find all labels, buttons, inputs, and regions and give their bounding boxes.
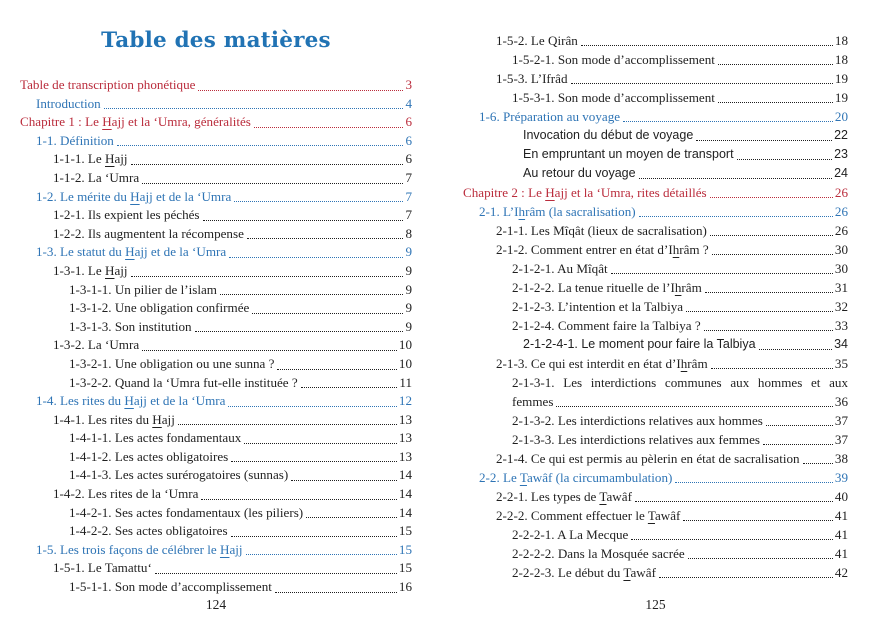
- toc-entry-page: 37: [834, 432, 848, 447]
- toc-entry-page: 4: [405, 95, 412, 111]
- toc-entry-label: 1-3. Le statut du Hajj et de la ‘Umra: [36, 244, 227, 260]
- dot-leader: [291, 480, 397, 481]
- toc-entry-label: 2-1-3. Ce qui est interdit en état d’Ihrâm: [496, 356, 708, 371]
- dot-leader: [639, 216, 833, 217]
- toc-entry: [463, 544, 848, 563]
- toc-entry-label: 2-2. Le Tawâf (la circumambulation): [479, 470, 673, 485]
- dot-leader: [229, 257, 403, 258]
- toc-entry-label: 1-4. Les rites du Hajj et de la ‘Umra: [36, 393, 226, 409]
- dot-leader: [231, 461, 397, 462]
- toc-entry-label: Introduction: [36, 95, 101, 111]
- toc-entry: [20, 169, 412, 188]
- toc-entry: [20, 150, 412, 169]
- toc-entry-label: 1-5-3. L’Ifrâd: [496, 71, 568, 86]
- dot-leader: [301, 387, 398, 388]
- dot-leader: [228, 406, 396, 407]
- transliteration-underline: H: [152, 411, 162, 427]
- toc-entry-page: 39: [834, 470, 848, 485]
- toc-entry-label: 1-4-2-1. Ses actes fondamentaux (les piliers): [69, 504, 304, 520]
- toc-entry-page: 10: [398, 355, 412, 371]
- toc-entry-page: 41: [834, 508, 848, 523]
- page-number-right: 125: [645, 597, 666, 612]
- transliteration-underline: T: [647, 508, 655, 523]
- toc-entry-page: 14: [398, 467, 412, 483]
- toc-entry: [20, 262, 412, 281]
- toc-entry-page: 14: [398, 486, 412, 502]
- toc-entry-page: 15: [398, 560, 412, 576]
- dot-leader: [247, 238, 404, 239]
- toc-entry-page: 36: [834, 394, 848, 409]
- toc-entry: [20, 206, 412, 225]
- toc-entry-label: 1-3-2-2. Quand la ‘Umra fut-elle instituée ?: [69, 374, 298, 390]
- toc-entry: [20, 541, 412, 560]
- dot-leader: [231, 536, 397, 537]
- toc-entry: [20, 466, 412, 485]
- toc-entry-page: 23: [834, 147, 848, 161]
- dot-leader: [178, 424, 397, 425]
- toc-entry: [463, 506, 848, 525]
- toc-entry: [463, 50, 848, 69]
- toc-entry-label: femmes: [512, 394, 554, 409]
- toc-entry-page: 19: [834, 71, 848, 86]
- toc-entry-page: 19: [834, 90, 848, 105]
- dot-leader: [201, 499, 396, 500]
- toc-entry-page: 20: [834, 109, 848, 124]
- toc-entry: [20, 392, 412, 411]
- toc-entry-page: 6: [405, 132, 412, 148]
- toc-entry-label: 1-3-1. Le Hajj: [53, 262, 128, 278]
- toc-entry-page: 24: [834, 166, 848, 180]
- toc-entry: [463, 354, 848, 373]
- toc-entry-page: 12: [398, 393, 412, 409]
- dot-leader: [131, 164, 404, 165]
- dot-leader: [710, 235, 833, 236]
- toc-entry-label: 1-3-2-1. Une obligation ou une sunna ?: [69, 355, 275, 371]
- toc-entry: [20, 318, 412, 337]
- toc-entry: [463, 278, 848, 297]
- toc-entry: [20, 448, 412, 467]
- toc-entry-page: 40: [834, 489, 848, 504]
- toc-entry: [463, 69, 848, 88]
- toc-entry: [463, 563, 848, 582]
- toc-entry: [20, 243, 412, 262]
- dot-leader: [659, 577, 833, 578]
- dot-leader: [246, 554, 397, 555]
- toc-entry: [20, 429, 412, 448]
- toc-entry-label: 2-1-3-1. Les interdictions communes aux hommes et aux: [512, 375, 848, 390]
- dot-leader: [711, 368, 833, 369]
- transliteration-underline: H: [130, 188, 140, 204]
- toc-entry-page: 34: [834, 337, 848, 351]
- toc-entry-page: 41: [834, 527, 848, 542]
- toc-entry: [463, 164, 848, 183]
- transliteration-underline: h: [672, 242, 680, 257]
- transliteration-underline: H: [102, 114, 112, 130]
- toc-entry: [463, 107, 848, 126]
- toc-entry-label: 1-3-2. La ‘Umra: [53, 337, 140, 353]
- toc-entry: [463, 259, 848, 278]
- dot-leader: [306, 517, 397, 518]
- toc-entry-label: 1-5. Les trois façons de célébrer le Hajj: [36, 541, 243, 557]
- toc-entry: [463, 31, 848, 50]
- toc-entries-right: [463, 31, 848, 582]
- dot-leader: [220, 294, 403, 295]
- transliteration-underline: T: [623, 565, 631, 580]
- dot-leader: [705, 292, 833, 293]
- toc-entry-page: 33: [834, 318, 848, 333]
- dot-leader: [234, 201, 403, 202]
- transliteration-underline: h: [674, 280, 682, 295]
- toc-entry-page: 9: [405, 281, 412, 297]
- page-right: [435, 0, 870, 630]
- transliteration-underline: H: [219, 541, 230, 557]
- dot-leader: [623, 121, 833, 122]
- dot-leader: [195, 331, 404, 332]
- toc-entry-label: 2-2-2-2. Dans la Mosquée sacrée: [512, 546, 685, 561]
- toc-entry: [20, 522, 412, 541]
- toc-entry-label: 1-2-2. Ils augmentent la récompense: [53, 225, 244, 241]
- toc-entry-page: 30: [834, 242, 848, 257]
- toc-entry-page: 13: [398, 430, 412, 446]
- dot-leader: [556, 406, 832, 407]
- toc-entry-label: 1-3-1-2. Une obligation confirmée: [69, 300, 250, 316]
- toc-entry-label: 1-3-1-3. Son institution: [69, 318, 192, 334]
- toc-entry-page: 6: [405, 114, 412, 130]
- toc-entry-label: 1-5-3-1. Son mode d’accomplissement: [512, 90, 715, 105]
- toc-entry: [20, 485, 412, 504]
- toc-entry: [20, 95, 412, 114]
- toc-entry-label: 2-1-4. Ce qui est permis au pèlerin en état de sacralisation: [496, 451, 800, 466]
- dot-leader: [244, 443, 397, 444]
- toc-entry-label: 2-2-1. Les types de Tawâf: [496, 489, 632, 504]
- dot-leader: [766, 425, 833, 426]
- dot-leader: [104, 108, 404, 109]
- transliteration-underline: h: [680, 356, 688, 371]
- dot-leader: [275, 592, 397, 593]
- dot-leader: [683, 520, 832, 521]
- toc-entry-label: 1-4-2-2. Ses actes obligatoires: [69, 523, 228, 539]
- toc-entry: [463, 468, 848, 487]
- toc-entry: [463, 145, 848, 164]
- toc-entry-page: 7: [405, 188, 412, 204]
- toc-entry: [463, 525, 848, 544]
- toc-entry-page: 26: [834, 185, 848, 200]
- toc-entry-page: 30: [834, 261, 848, 276]
- toc-entry-label: 2-1-2. Comment entrer en état d’Ihrâm ?: [496, 242, 709, 257]
- toc-entry-page: 3: [405, 77, 412, 92]
- dot-leader: [718, 102, 833, 103]
- toc-entry-page: 22: [834, 128, 848, 142]
- toc-entry: [463, 297, 848, 316]
- toc-entry-label: Invocation du début de voyage: [523, 128, 694, 142]
- toc-entry-page: 8: [405, 225, 412, 241]
- dot-leader: [710, 197, 833, 198]
- toc-entry-page: 26: [834, 204, 848, 219]
- toc-entry-page: 42: [834, 565, 848, 580]
- transliteration-underline: H: [105, 262, 115, 278]
- toc-entry-page: 7: [405, 207, 412, 223]
- toc-entry-page: 38: [834, 451, 848, 466]
- toc-entry: [20, 559, 412, 578]
- toc-entry-page: 18: [834, 52, 848, 67]
- toc-entry-label: 1-4-1. Les rites du Hajj: [53, 411, 175, 427]
- dot-leader: [277, 369, 396, 370]
- toc-entry-label: 1-5-1. Le Tamattu‘: [53, 560, 152, 576]
- toc-entry: [463, 126, 848, 145]
- toc-entry-page: 15: [398, 523, 412, 539]
- toc-entry-label: 1-1-1. Le Hajj: [53, 151, 128, 167]
- toc-entry: [20, 76, 412, 95]
- dot-leader: [696, 140, 832, 141]
- toc-entry-page: 13: [398, 448, 412, 464]
- toc-entry-page: 32: [834, 299, 848, 314]
- dot-leader: [131, 276, 404, 277]
- toc-entry: [20, 578, 412, 597]
- toc-entry-label: 2-1-2-2. La tenue rituelle de l’Ihrâm: [512, 280, 702, 295]
- toc-entry-label: 2-1. L’Ihrâm (la sacralisation): [479, 204, 636, 219]
- transliteration-underline: T: [519, 470, 527, 485]
- toc-entry-page: 9: [405, 318, 412, 334]
- transliteration-underline: h: [518, 204, 526, 219]
- toc-entry-label: 1-1-2. La ‘Umra: [53, 169, 140, 185]
- dot-leader: [571, 83, 833, 84]
- toc-entry-label: 2-2-2-3. Le début du Tawâf: [512, 565, 656, 580]
- toc-entry-label: Chapitre 1 : Le Hajj et la ‘Umra, généralités: [20, 114, 251, 130]
- toc-entry-label: 2-2-2. Comment effectuer le Tawâf: [496, 508, 681, 523]
- toc-entry-label: 2-1-2-3. L’intention et la Talbiya: [512, 299, 684, 314]
- toc-entry-label: 1-6. Préparation au voyage: [479, 109, 621, 124]
- toc-entry: [20, 336, 412, 355]
- toc-entry: [20, 355, 412, 374]
- toc-entry: [463, 487, 848, 506]
- toc-entry-label: 1-1. Définition: [36, 132, 114, 148]
- toc-entry-label: 1-4-2. Les rites de la ‘Umra: [53, 486, 199, 502]
- dot-leader: [581, 45, 833, 46]
- toc-entry: [20, 132, 412, 151]
- toc-entry-page: 9: [405, 300, 412, 316]
- toc-entry-label: 2-1-2-1. Au Mîqât: [512, 261, 608, 276]
- toc-entry-label: 1-5-2-1. Son mode d’accomplissement: [512, 52, 715, 67]
- toc-entry: [463, 240, 848, 259]
- toc-entry-label: 2-1-1. Les Mîqât (lieux de sacralisation): [496, 223, 707, 238]
- toc-entry-page: 31: [834, 280, 848, 295]
- toc-entry: [463, 316, 848, 335]
- dot-leader: [675, 482, 833, 483]
- dot-leader: [704, 330, 833, 331]
- toc-entry: [463, 373, 848, 411]
- dot-leader: [737, 159, 833, 160]
- toc-entry-label: 1-3-1-1. Un pilier de l’islam: [69, 281, 217, 297]
- toc-entry-label: 2-1-3-3. Les interdictions relatives aux femmes: [512, 432, 760, 447]
- toc-entry: [20, 374, 412, 393]
- page-title: Table des matières: [101, 28, 331, 53]
- dot-leader: [252, 313, 403, 314]
- toc-entry: [463, 183, 848, 202]
- toc-entry: [20, 113, 412, 132]
- dot-leader: [635, 501, 833, 502]
- toc-entry: [20, 225, 412, 244]
- transliteration-underline: T: [599, 489, 607, 504]
- toc-entry-page: 26: [834, 223, 848, 238]
- toc-entry: [463, 411, 848, 430]
- toc-entry-label: 1-5-2. Le Qirân: [496, 33, 578, 48]
- toc-entry-page: 10: [398, 337, 412, 353]
- toc-entry-page: 9: [405, 262, 412, 278]
- toc-entry-page: 41: [834, 546, 848, 561]
- dot-leader: [686, 311, 833, 312]
- toc-entry-label: 2-1-2-4-1. Le moment pour faire la Talbiya: [523, 337, 756, 351]
- dot-leader: [142, 350, 397, 351]
- toc-entry: [20, 281, 412, 300]
- toc-entry: [463, 449, 848, 468]
- toc-entries-left: [20, 76, 412, 597]
- dot-leader: [254, 127, 404, 128]
- toc-entry-page: 9: [405, 244, 412, 260]
- toc-entry: [20, 411, 412, 430]
- toc-entry-label: 2-1-3-2. Les interdictions relatives aux hommes: [512, 413, 763, 428]
- dot-leader: [718, 64, 833, 65]
- dot-leader: [639, 178, 833, 179]
- dot-leader: [155, 573, 397, 574]
- toc-entry-label: 1-4-1-3. Les actes surérogatoires (sunnas): [69, 467, 289, 483]
- toc-entry-label: 2-1-2-4. Comment faire la Talbiya ?: [512, 318, 701, 333]
- toc-entry-label: Table de transcription phonétique: [20, 77, 196, 92]
- toc-entry-page: 13: [398, 411, 412, 427]
- toc-entry-label: 1-2-1. Ils expient les péchés: [53, 207, 200, 223]
- toc-entry-continuation: [463, 392, 848, 411]
- dot-leader: [759, 349, 833, 350]
- dot-leader: [203, 220, 404, 221]
- toc-entry-page: 16: [398, 579, 412, 595]
- toc-entry-label: 1-2. Le mérite du Hajj et de la ‘Umra: [36, 188, 232, 204]
- page-number-left: 124: [205, 597, 227, 612]
- toc-entry-label: Au retour du voyage: [523, 166, 636, 180]
- toc-entry-label: Chapitre 2 : Le Hajj et la ‘Umra, rites détaillés: [463, 185, 707, 200]
- dot-leader: [631, 539, 833, 540]
- toc-entry: [463, 221, 848, 240]
- toc-entry: [20, 188, 412, 207]
- toc-entry-page: 37: [834, 413, 848, 428]
- toc-entry-page: 35: [834, 356, 848, 371]
- dot-leader: [611, 273, 833, 274]
- toc-entry-page: 7: [405, 169, 412, 185]
- toc-entry-page: 6: [405, 151, 412, 167]
- transliteration-underline: H: [105, 151, 115, 167]
- dot-leader: [117, 145, 404, 146]
- dot-leader: [712, 254, 833, 255]
- toc-entry-label: 1-4-1-2. Les actes obligatoires: [69, 448, 229, 464]
- toc-entry-page: 15: [398, 541, 412, 557]
- toc-entry: [463, 430, 848, 449]
- dot-leader: [763, 444, 833, 445]
- transliteration-underline: H: [125, 244, 135, 260]
- toc-entry: [463, 335, 848, 354]
- toc-entry: [20, 299, 412, 318]
- dot-leader: [688, 558, 833, 559]
- transliteration-underline: H: [124, 393, 134, 409]
- dot-leader: [198, 90, 403, 91]
- toc-entry: [20, 504, 412, 523]
- dot-leader: [803, 463, 833, 464]
- toc-entry: [463, 202, 848, 221]
- toc-entry-page: 18: [834, 33, 848, 48]
- toc-entry-label: En empruntant un moyen de transport: [523, 147, 734, 161]
- toc-entry-label: 2-2-2-1. A La Mecque: [512, 527, 629, 542]
- transliteration-underline: H: [545, 185, 555, 200]
- toc-entry: [463, 88, 848, 107]
- toc-entry-page: 14: [398, 504, 412, 520]
- toc-entry-label: 1-5-1-1. Son mode d’accomplissement: [69, 579, 272, 595]
- toc-entry-label: 1-4-1-1. Les actes fondamentaux: [69, 430, 242, 446]
- toc-entry-page: 11: [399, 374, 412, 390]
- dot-leader: [142, 183, 403, 184]
